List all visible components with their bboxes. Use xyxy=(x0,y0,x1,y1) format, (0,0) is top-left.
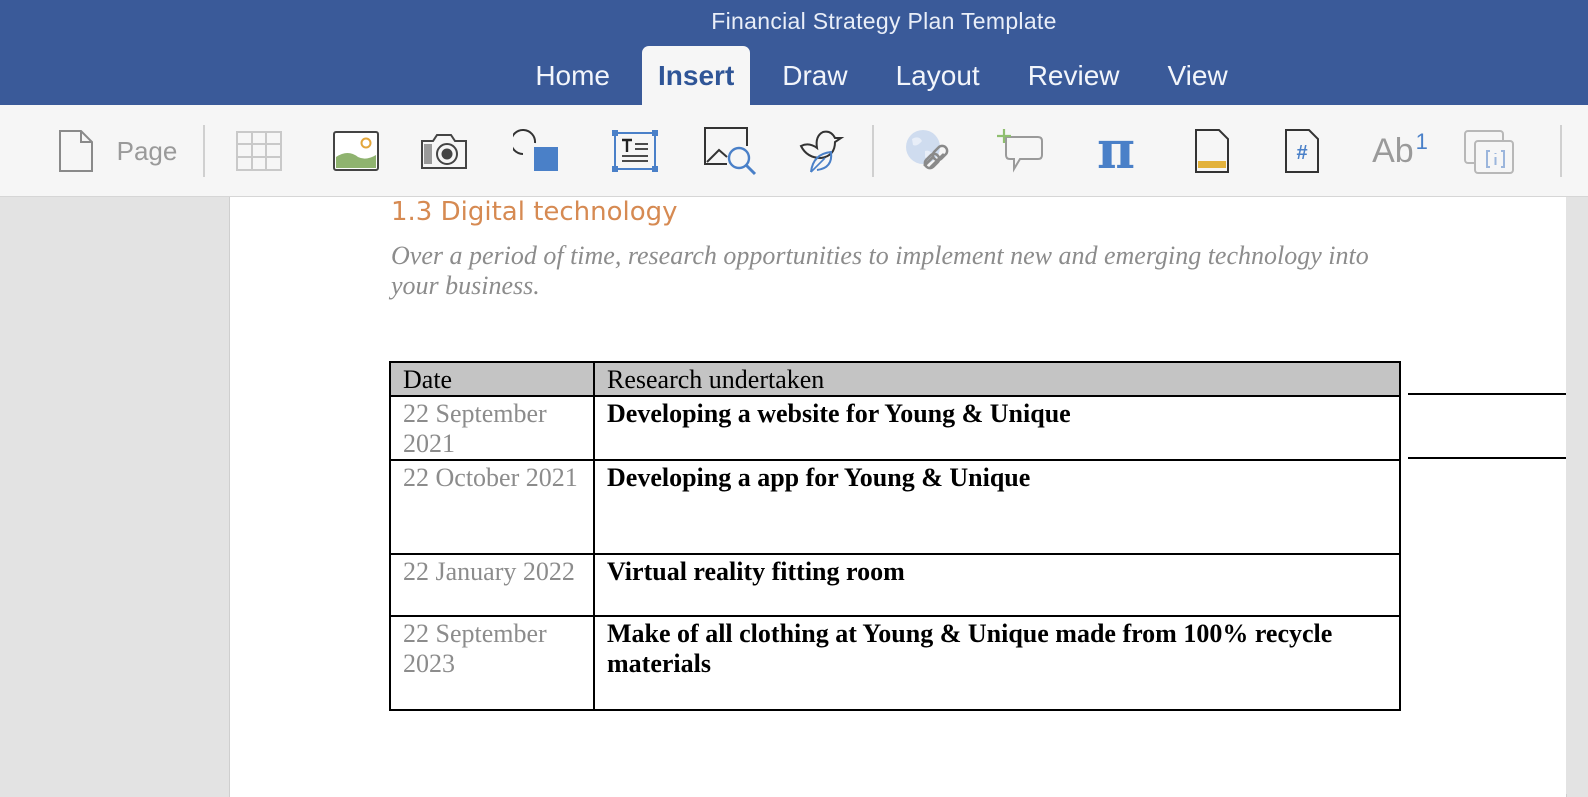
header-footer-button[interactable] xyxy=(1188,123,1236,179)
tab-view[interactable]: View xyxy=(1167,59,1228,91)
link-icon xyxy=(903,127,951,175)
research-cell[interactable]: Virtual reality fitting room xyxy=(594,554,1400,616)
tab-draw[interactable]: Draw xyxy=(782,59,848,91)
footnote-label: Ab xyxy=(1372,132,1414,170)
table-icon xyxy=(236,131,282,171)
research-cell[interactable]: Make of all clothing at Young & Unique made from 100% recycle materials xyxy=(594,616,1400,710)
icons-button[interactable] xyxy=(794,123,846,179)
camera-icon xyxy=(420,131,468,171)
date-cell[interactable]: 22 October 2021 xyxy=(390,460,594,554)
link-button[interactable] xyxy=(902,123,952,179)
table-header-row xyxy=(390,362,1400,396)
date-cell[interactable]: 22 January 2022 xyxy=(390,554,594,616)
page-label: Page xyxy=(116,135,178,166)
research-cell[interactable]: Developing a app for Young & Unique xyxy=(594,460,1400,554)
picture-icon xyxy=(333,131,379,171)
icons-icon xyxy=(795,126,845,176)
document-title: Financial Strategy Plan Template xyxy=(711,8,1057,34)
ribbon-tabs xyxy=(0,46,1588,105)
table-border-extension xyxy=(1408,457,1566,459)
section-heading: 1.3 Digital technology xyxy=(391,197,678,227)
footnote-icon xyxy=(1372,131,1428,171)
online-picture-search-icon xyxy=(703,126,759,176)
ribbon-separator xyxy=(203,125,205,177)
tab-insert[interactable]: Insert xyxy=(642,46,750,105)
shapes-icon xyxy=(513,129,561,173)
date-cell[interactable]: 22 September 2023 xyxy=(390,616,594,710)
research-cell[interactable]: Developing a website for Young & Unique xyxy=(594,396,1400,460)
date-cell[interactable]: 22 September 2021 xyxy=(390,396,594,460)
table-row xyxy=(390,554,1400,616)
camera-button[interactable] xyxy=(416,123,472,179)
text-box-icon xyxy=(610,128,660,174)
tab-home[interactable]: Home xyxy=(535,59,611,91)
title-bar xyxy=(0,0,1588,105)
table-border-extension xyxy=(1408,393,1566,395)
textbox-addin-button[interactable] xyxy=(1460,123,1520,179)
pictures-button[interactable] xyxy=(330,123,382,179)
table-row xyxy=(390,460,1400,554)
shapes-button[interactable] xyxy=(512,123,562,179)
insert-ribbon xyxy=(0,105,1588,197)
column-header-research: Research undertaken xyxy=(594,362,1400,396)
tab-layout[interactable]: Layout xyxy=(895,59,980,91)
footnote-superscript: 1 xyxy=(1415,129,1428,154)
equation-button[interactable] xyxy=(1090,120,1142,181)
equation-icon: π xyxy=(1096,120,1136,181)
table-row xyxy=(390,616,1400,710)
textbox-addin-icon xyxy=(1463,127,1517,175)
page-number-glyph: # xyxy=(1296,142,1308,164)
ribbon-separator xyxy=(872,125,874,177)
table-row xyxy=(390,396,1400,460)
research-table xyxy=(389,361,1401,711)
table-button[interactable] xyxy=(232,123,286,179)
footnote-button[interactable] xyxy=(1368,123,1432,179)
header-footer-icon xyxy=(1193,128,1231,174)
page-number-icon xyxy=(1283,128,1321,174)
right-margin-area xyxy=(1566,197,1588,794)
page-button[interactable] xyxy=(52,123,182,179)
intro-paragraph: Over a period of time, research opportunities to implement new and emerging technology into your business. xyxy=(391,241,1369,300)
ribbon-separator xyxy=(1560,125,1562,177)
column-header-date: Date xyxy=(390,362,594,396)
page-number-button[interactable] xyxy=(1278,123,1326,179)
text-box-button[interactable] xyxy=(610,123,660,179)
page-icon xyxy=(57,129,95,173)
new-comment-button[interactable] xyxy=(994,123,1046,179)
online-pictures-button[interactable] xyxy=(702,123,760,179)
new-comment-icon xyxy=(994,127,1046,175)
tab-review[interactable]: Review xyxy=(1027,59,1120,91)
